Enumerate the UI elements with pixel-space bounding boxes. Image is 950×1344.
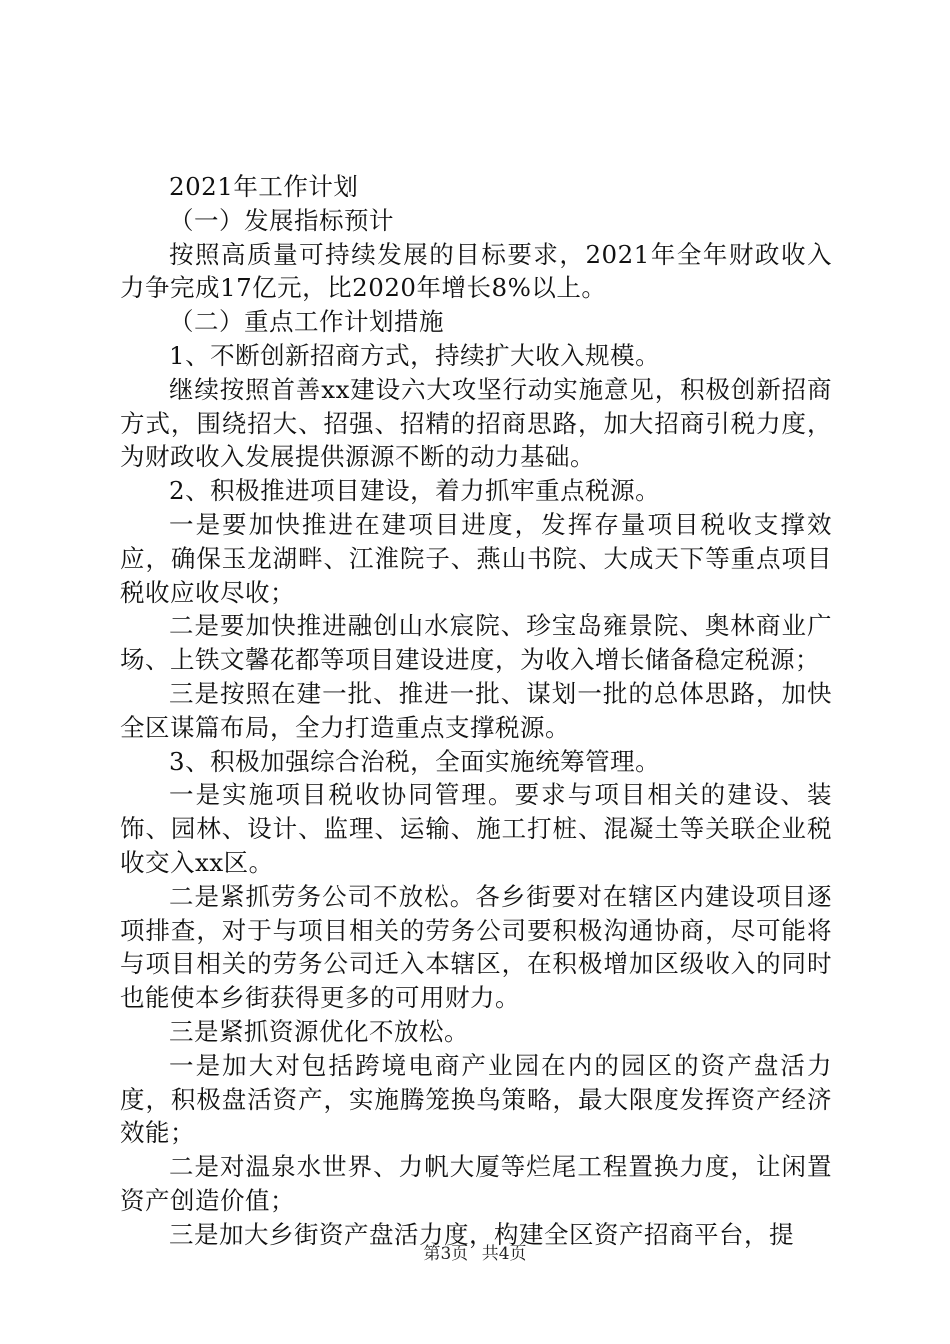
item-heading-2: 2、积极推进项目建设，着力抓牢重点税源。	[169, 476, 661, 506]
paragraph: 继续按照首善xx建设六大攻坚行动实施意见，积极创新招商方式，围绕招大、招强、招精的招商思路，加大招商引税力度，为财政收入发展提供源源不断的动力基础。	[120, 374, 832, 472]
paragraph: 一是实施项目税收协同管理。要求与项目相关的建设、装饰、园林、设计、监理、运输、施工打桩、混凝土等关联企业税收交入xx区。	[120, 780, 832, 877]
paragraph: 二是对温泉水世界、力帆大厦等烂尾工程置换力度，让闲置资产创造价值；	[120, 1152, 832, 1215]
paragraph: 按照高质量可持续发展的目标要求，2021年全年财政收入力争完成17亿元，比2020年增长8%以上。	[120, 239, 832, 303]
paragraph: 二是要加快推进融创山水宸院、珍宝岛雍景院、奥林商业广场、上铁文馨花都等项目建设进度，为收入增长储备稳定税源；	[120, 611, 832, 675]
item-heading-3: 3、积极加强综合治税，全面实施统筹管理。	[169, 746, 661, 776]
document-body	[120, 170, 832, 1252]
page-footer	[0, 1242, 950, 1266]
subsection-heading-key-measures: （二）重点工作计划措施	[169, 307, 444, 337]
page-number-total: 共4页	[481, 1244, 527, 1264]
paragraph: 三是按照在建一批、推进一批、谋划一批的总体思路，加快全区谋篇布局，全力打造重点支撑税源。	[120, 678, 832, 742]
paragraph: 一是加大对包括跨境电商产业园在内的园区的资产盘活力度，积极盘活资产，实施腾笼换鸟策略，最大限度发挥资产经济效能；	[120, 1050, 832, 1148]
subsection-heading-development-indicators: （一）发展指标预计	[169, 205, 394, 235]
paragraph: 三是加大乡街资产盘活力度，构建全区资产招商平台，提	[169, 1219, 794, 1249]
paragraph: 二是紧抓劳务公司不放松。各乡街要对在辖区内建设项目逐项排查，对于与项目相关的劳务公司要积极沟通协商，尽可能将与项目相关的劳务公司迁入本辖区，在积极增加区级收入的同时也能使本乡街获得更多的可用财力。	[120, 881, 832, 1013]
paragraph: 三是紧抓资源优化不放松。	[169, 1016, 469, 1046]
page-number-current: 第3页	[423, 1244, 469, 1264]
paragraph: 一是要加快推进在建项目进度，发挥存量项目税收支撑效应，确保玉龙湖畔、江淮院子、燕山书院、大成天下等重点项目税收应收尽收；	[120, 509, 832, 607]
item-heading-1: 1、不断创新招商方式，持续扩大收入规模。	[169, 340, 661, 370]
section-title: 2021年工作计划	[169, 172, 359, 201]
